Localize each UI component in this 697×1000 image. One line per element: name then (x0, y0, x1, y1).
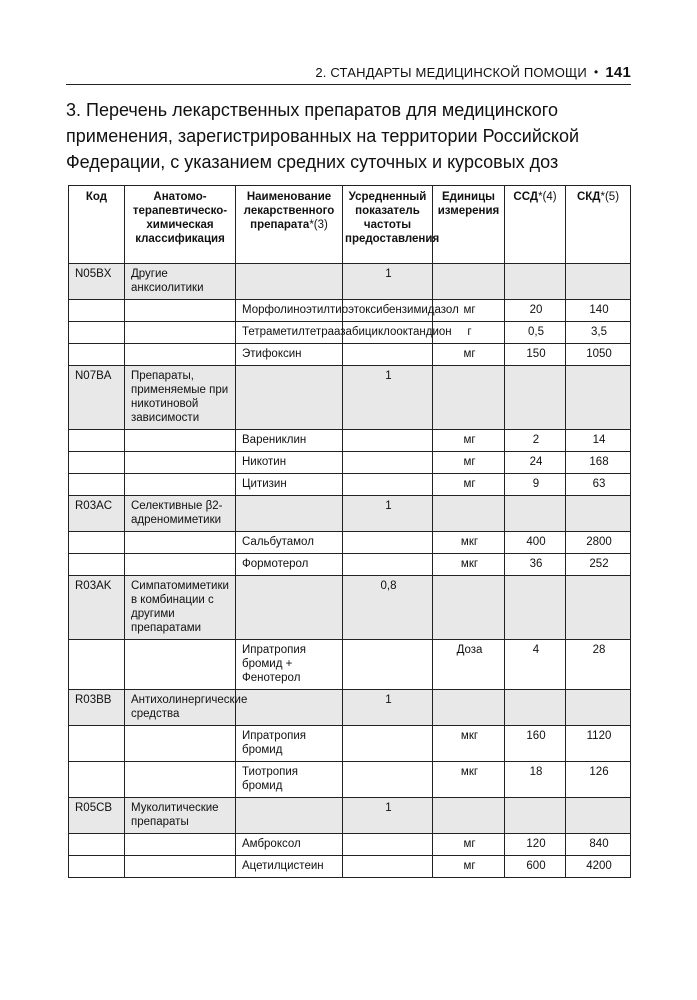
code-cell (69, 532, 125, 554)
drug-row (69, 532, 631, 554)
ssd-cell (505, 496, 566, 532)
unit-cell (433, 264, 505, 300)
skd-cell: 252 (566, 554, 631, 576)
frequency-cell (343, 834, 433, 856)
frequency-cell (343, 532, 433, 554)
ssd-cell (505, 576, 566, 640)
table-title: 3. Перечень лекарственных препаратов для медицинского применения, зарегистрированных на территории Российской Федерации, с указанием средних суточных и курсовых доз (66, 100, 580, 172)
atc-class-cell (125, 834, 236, 856)
skd-cell: 168 (566, 452, 631, 474)
drug-name-cell: Ипратропия бромид (236, 726, 343, 762)
atc-class-cell: Селективные β2-адреномиметики (125, 496, 236, 532)
ssd-cell: 9 (505, 474, 566, 496)
drug-name-cell (236, 690, 343, 726)
unit-cell: мг (433, 430, 505, 452)
unit-cell: Доза (433, 640, 505, 690)
drug-row (69, 300, 631, 322)
frequency-cell (343, 640, 433, 690)
atc-class-cell (125, 554, 236, 576)
col-header-atc: Анатомо-терапевтическо-химическая классификация (125, 186, 236, 264)
atc-group-row (69, 798, 631, 834)
code-cell (69, 322, 125, 344)
drug-name-cell: Ацетилцистеин (236, 856, 343, 878)
drug-name-cell (236, 798, 343, 834)
skd-cell: 3,5 (566, 322, 631, 344)
unit-cell (433, 690, 505, 726)
skd-cell (566, 798, 631, 834)
code-cell (69, 640, 125, 690)
drug-name-cell: Тиотропия бромид (236, 762, 343, 798)
col-header-skd: СКД*(5) (566, 186, 631, 264)
unit-cell: мг (433, 856, 505, 878)
unit-cell (433, 576, 505, 640)
atc-group-row (69, 264, 631, 300)
skd-cell: 14 (566, 430, 631, 452)
ssd-cell (505, 798, 566, 834)
atc-class-cell (125, 300, 236, 322)
unit-cell: мкг (433, 554, 505, 576)
skd-cell: 4200 (566, 856, 631, 878)
drug-name-cell: Никотин (236, 452, 343, 474)
frequency-cell (343, 474, 433, 496)
frequency-cell: 1 (343, 496, 433, 532)
skd-cell (566, 576, 631, 640)
drug-name-cell (236, 496, 343, 532)
skd-cell (566, 264, 631, 300)
code-cell (69, 430, 125, 452)
skd-cell: 140 (566, 300, 631, 322)
atc-class-cell: Симпатомиметики в комбинации с другими препаратами (125, 576, 236, 640)
atc-class-cell (125, 640, 236, 690)
unit-cell: мкг (433, 726, 505, 762)
drug-name-cell: Амброксол (236, 834, 343, 856)
drug-row (69, 452, 631, 474)
code-cell: R05CB (69, 798, 125, 834)
ssd-cell: 24 (505, 452, 566, 474)
drug-row (69, 834, 631, 856)
unit-cell (433, 366, 505, 430)
drug-table (68, 185, 631, 878)
atc-class-cell (125, 762, 236, 798)
table-header-row (69, 186, 631, 264)
ssd-cell: 2 (505, 430, 566, 452)
frequency-cell (343, 344, 433, 366)
drug-name-cell: Ипратропия бромид + Фенотерол (236, 640, 343, 690)
drug-name-cell (236, 366, 343, 430)
skd-cell: 840 (566, 834, 631, 856)
unit-cell (433, 798, 505, 834)
drug-row (69, 762, 631, 798)
drug-row (69, 554, 631, 576)
drug-row (69, 726, 631, 762)
atc-group-row (69, 690, 631, 726)
drug-row (69, 344, 631, 366)
ssd-cell: 150 (505, 344, 566, 366)
unit-cell: мкг (433, 762, 505, 798)
atc-group-row (69, 496, 631, 532)
unit-cell: мг (433, 474, 505, 496)
code-cell: R03BB (69, 690, 125, 726)
atc-class-cell: Препараты, применяемые при никотиновой зависимости (125, 366, 236, 430)
drug-name-cell: Этифоксин (236, 344, 343, 366)
ssd-cell: 18 (505, 762, 566, 798)
drug-row (69, 322, 631, 344)
unit-cell: мг (433, 300, 505, 322)
col-header-ssd: ССД*(4) (505, 186, 566, 264)
ssd-cell: 0,5 (505, 322, 566, 344)
ssd-cell: 120 (505, 834, 566, 856)
skd-cell: 126 (566, 762, 631, 798)
code-cell (69, 300, 125, 322)
section-title: 2. СТАНДАРТЫ МЕДИЦИНСКОЙ ПОМОЩИ (315, 64, 587, 80)
skd-cell: 63 (566, 474, 631, 496)
skd-cell (566, 496, 631, 532)
atc-class-cell (125, 430, 236, 452)
frequency-cell: 0,8 (343, 576, 433, 640)
code-cell: N05BX (69, 264, 125, 300)
frequency-cell (343, 452, 433, 474)
drug-name-cell: Варениклин (236, 430, 343, 452)
code-cell: R03AK (69, 576, 125, 640)
code-cell: N07BA (69, 366, 125, 430)
ssd-cell: 36 (505, 554, 566, 576)
drug-row (69, 474, 631, 496)
col-header-drug-name: Наименование лекарственного препарата*(3) (236, 186, 343, 264)
drug-row (69, 430, 631, 452)
drug-name-cell: Морфолиноэтилтиоэтоксибензимидазол (236, 300, 343, 322)
code-cell (69, 726, 125, 762)
drug-name-cell: Тетраметилтетраазабициклооктандион (236, 322, 343, 344)
code-cell (69, 762, 125, 798)
code-cell (69, 452, 125, 474)
drug-name-cell (236, 576, 343, 640)
drug-name-cell: Формотерол (236, 554, 343, 576)
unit-cell: мг (433, 452, 505, 474)
col-header-code: Код (69, 186, 125, 264)
code-cell (69, 474, 125, 496)
atc-class-cell: Муколитические препараты (125, 798, 236, 834)
atc-class-cell (125, 322, 236, 344)
frequency-cell (343, 430, 433, 452)
drug-name-cell (236, 264, 343, 300)
skd-cell: 2800 (566, 532, 631, 554)
drug-name-cell: Цитизин (236, 474, 343, 496)
atc-class-cell: Другие анксиолитики (125, 264, 236, 300)
atc-class-cell: Антихолинергические средства (125, 690, 236, 726)
ssd-cell: 20 (505, 300, 566, 322)
skd-cell: 28 (566, 640, 631, 690)
drug-row (69, 856, 631, 878)
atc-group-row (69, 576, 631, 640)
code-cell (69, 344, 125, 366)
skd-cell: 1120 (566, 726, 631, 762)
table-body (69, 264, 631, 878)
frequency-cell: 1 (343, 798, 433, 834)
frequency-cell (343, 554, 433, 576)
drug-name-cell: Сальбутамол (236, 532, 343, 554)
col-header-units: Единицы измерения (433, 186, 505, 264)
ssd-cell (505, 264, 566, 300)
col-header-frequency: Усредненный показатель частоты предоставления (343, 186, 433, 264)
ssd-cell: 4 (505, 640, 566, 690)
atc-class-cell (125, 856, 236, 878)
skd-cell: 1050 (566, 344, 631, 366)
drug-row (69, 640, 631, 690)
atc-group-row (69, 366, 631, 430)
unit-cell: г (433, 322, 505, 344)
ssd-cell (505, 366, 566, 430)
ssd-cell (505, 690, 566, 726)
atc-class-cell (125, 452, 236, 474)
atc-class-cell (125, 726, 236, 762)
frequency-cell (343, 856, 433, 878)
skd-cell (566, 690, 631, 726)
frequency-cell: 1 (343, 366, 433, 430)
atc-class-cell (125, 474, 236, 496)
atc-class-cell (125, 344, 236, 366)
code-cell (69, 554, 125, 576)
code-cell (69, 856, 125, 878)
ssd-cell: 160 (505, 726, 566, 762)
code-cell (69, 834, 125, 856)
skd-cell (566, 366, 631, 430)
ssd-cell: 600 (505, 856, 566, 878)
unit-cell: мг (433, 344, 505, 366)
frequency-cell (343, 762, 433, 798)
unit-cell: мг (433, 834, 505, 856)
bullet-separator: • (593, 65, 599, 79)
ssd-cell: 400 (505, 532, 566, 554)
atc-class-cell (125, 532, 236, 554)
running-head (66, 60, 631, 85)
code-cell: R03AC (69, 496, 125, 532)
unit-cell: мкг (433, 532, 505, 554)
frequency-cell (343, 726, 433, 762)
unit-cell (433, 496, 505, 532)
frequency-cell: 1 (343, 690, 433, 726)
frequency-cell: 1 (343, 264, 433, 300)
page-number: 141 (605, 63, 631, 81)
